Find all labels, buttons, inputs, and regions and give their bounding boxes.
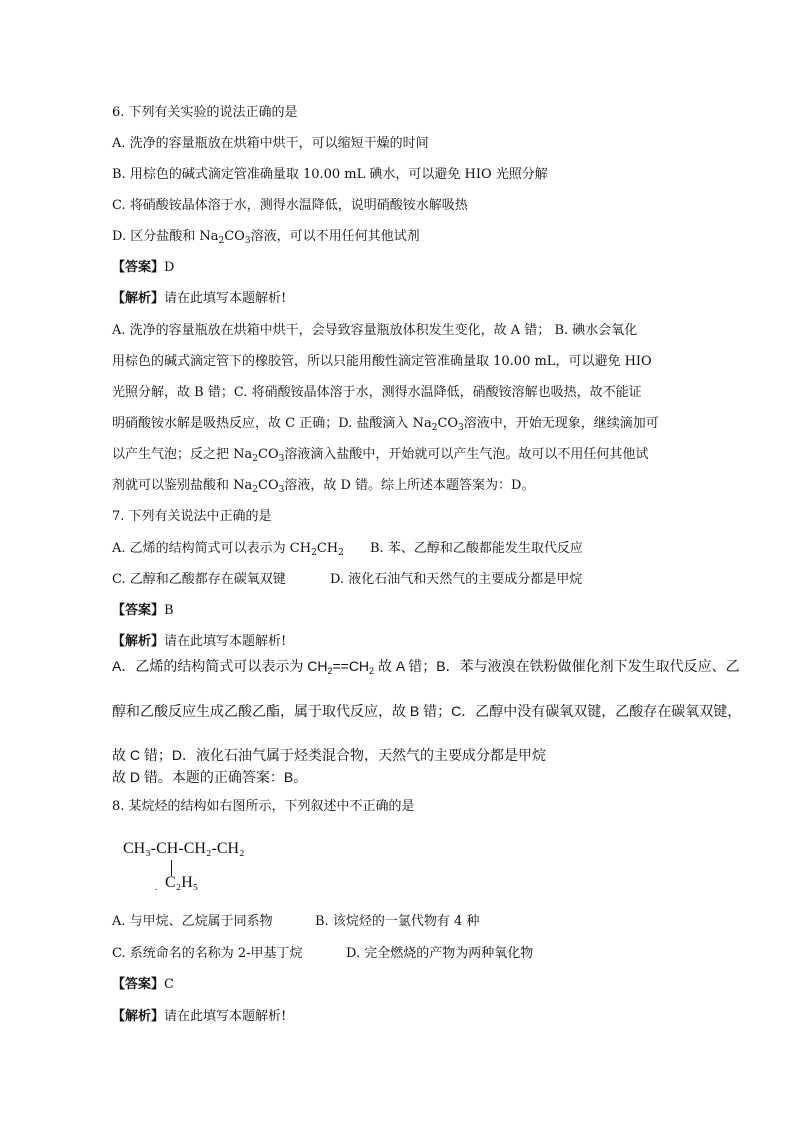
q7-option-d: D. 液化石油气和天然气的主要成分都是甲烷 — [330, 572, 583, 587]
q6-option-b: B. 用棕色的碱式滴定管准确量取 10.00 mL 碘水，可以避免 HIO 光照分解 — [112, 167, 548, 182]
q6-explanation-line-4: 明硝酸铵水解是吸热反应，故 C 正确；D. 盐酸滴入 $Na_2CO_3$溶液中，开始无现象，继续滴加可 — [112, 416, 659, 433]
q6-option-d: D. 区分盐酸和 $Na_2CO_3$溶液，可以不用任何其他试剂 — [112, 229, 420, 246]
q7-explanation-line-4: 故 D 错。本题的正确答案：B。 — [112, 769, 308, 785]
q7-explanation-line-2: 醇和乙酸反应生成乙酸乙酯，属于取代反应，故 B 错；C．乙醇中没有碳氧双键，乙酸存在碳氧双键， — [112, 703, 742, 719]
q6-option-a: A. 洗净的容量瓶放在烘箱中烘干，可以缩短干燥的时间 — [112, 136, 429, 151]
q6-explanation-line-6: 剂就可以鉴别盐酸和 $Na_2CO_3$溶液，故 D 错。综上所述本题答案为：D。 — [112, 478, 535, 495]
q8-option-c: C. 系统命名的名称为 2-甲基丁烷 — [112, 946, 303, 961]
q7-analysis-heading: 【解析】请在此填写本题解析! — [112, 634, 287, 649]
q7-option-a: A. 乙烯的结构简式可以表示为 $CH_2CH_2$ — [112, 541, 344, 558]
q8-option-d: D. 完全燃烧的产物为两种氧化物 — [346, 946, 534, 961]
q7-explanation-line-3: 故 C 错；D．液化石油气属于烃类混合物，天然气的主要成分都是甲烷 — [112, 747, 546, 763]
q7-option-c: C. 乙醇和乙酸都存在碳氧双键 — [112, 572, 286, 587]
formula-main-chain: CH₃-CH-CH₂-CH₂ — [123, 840, 245, 857]
q6-analysis-heading: 【解析】请在此填写本题解析! — [112, 291, 287, 306]
q7-option-b: B. 苯、乙醇和乙酸都能发生取代反应 — [370, 541, 583, 556]
formula-branch-group: C₂H₅ — [165, 874, 199, 891]
q6-answer: 【答案】D — [112, 260, 175, 275]
q6-explanation-line-2: 用棕色的碱式滴定管下的橡胶管，所以只能用酸性滴定管准确量取 10.00 mL，可以避免 HIO — [112, 354, 652, 369]
q7-stem: 7. 下列有关说法中正确的是 — [112, 509, 272, 524]
q7-explanation-line-1: A．乙烯的结构简式可以表示为 $CH_2==CH_2$ 故 A 错；B．苯与液溴在铁粉做催化剂下发生取代反应、乙 — [112, 658, 740, 676]
q6-option-c: C. 将硝酸铵晶体溶于水，测得水温降低，说明硝酸铵水解吸热 — [112, 198, 468, 213]
q7-answer: 【答案】B — [112, 603, 174, 618]
q8-option-a: A. 与甲烷、乙烷属于同系物 — [112, 914, 273, 929]
formula-dot-mark: . — [155, 882, 158, 893]
q6-stem: 6. 下列有关实验的说法正确的是 — [112, 105, 298, 120]
q6-explanation-line-5: 以产生气泡；反之把 $Na_2CO_3$溶液滴入盐酸中，开始就可以产生气泡。故可以不用任何其他试 — [112, 447, 649, 464]
structural-formula — [123, 838, 283, 898]
q8-analysis-heading: 【解析】请在此填写本题解析! — [112, 1009, 287, 1024]
q8-stem: 8. 某烷烃的结构如右图所示，下列叙述中不正确的是 — [112, 799, 415, 814]
q6-explanation-line-1: A. 洗净的容量瓶放在烘箱中烘干，会导致容量瓶放体积发生变化，故 A 错； B. 碘水会氧化 — [112, 323, 638, 338]
q8-option-b: B. 该烷烃的一氯代物有 4 种 — [315, 914, 480, 929]
q6-explanation-line-3: 光照分解，故 B 错；C. 将硝酸铵晶体溶于水，测得水温降低，硝酸铵溶解也吸热，故不能证 — [112, 385, 642, 400]
q8-answer: 【答案】C — [112, 977, 174, 992]
